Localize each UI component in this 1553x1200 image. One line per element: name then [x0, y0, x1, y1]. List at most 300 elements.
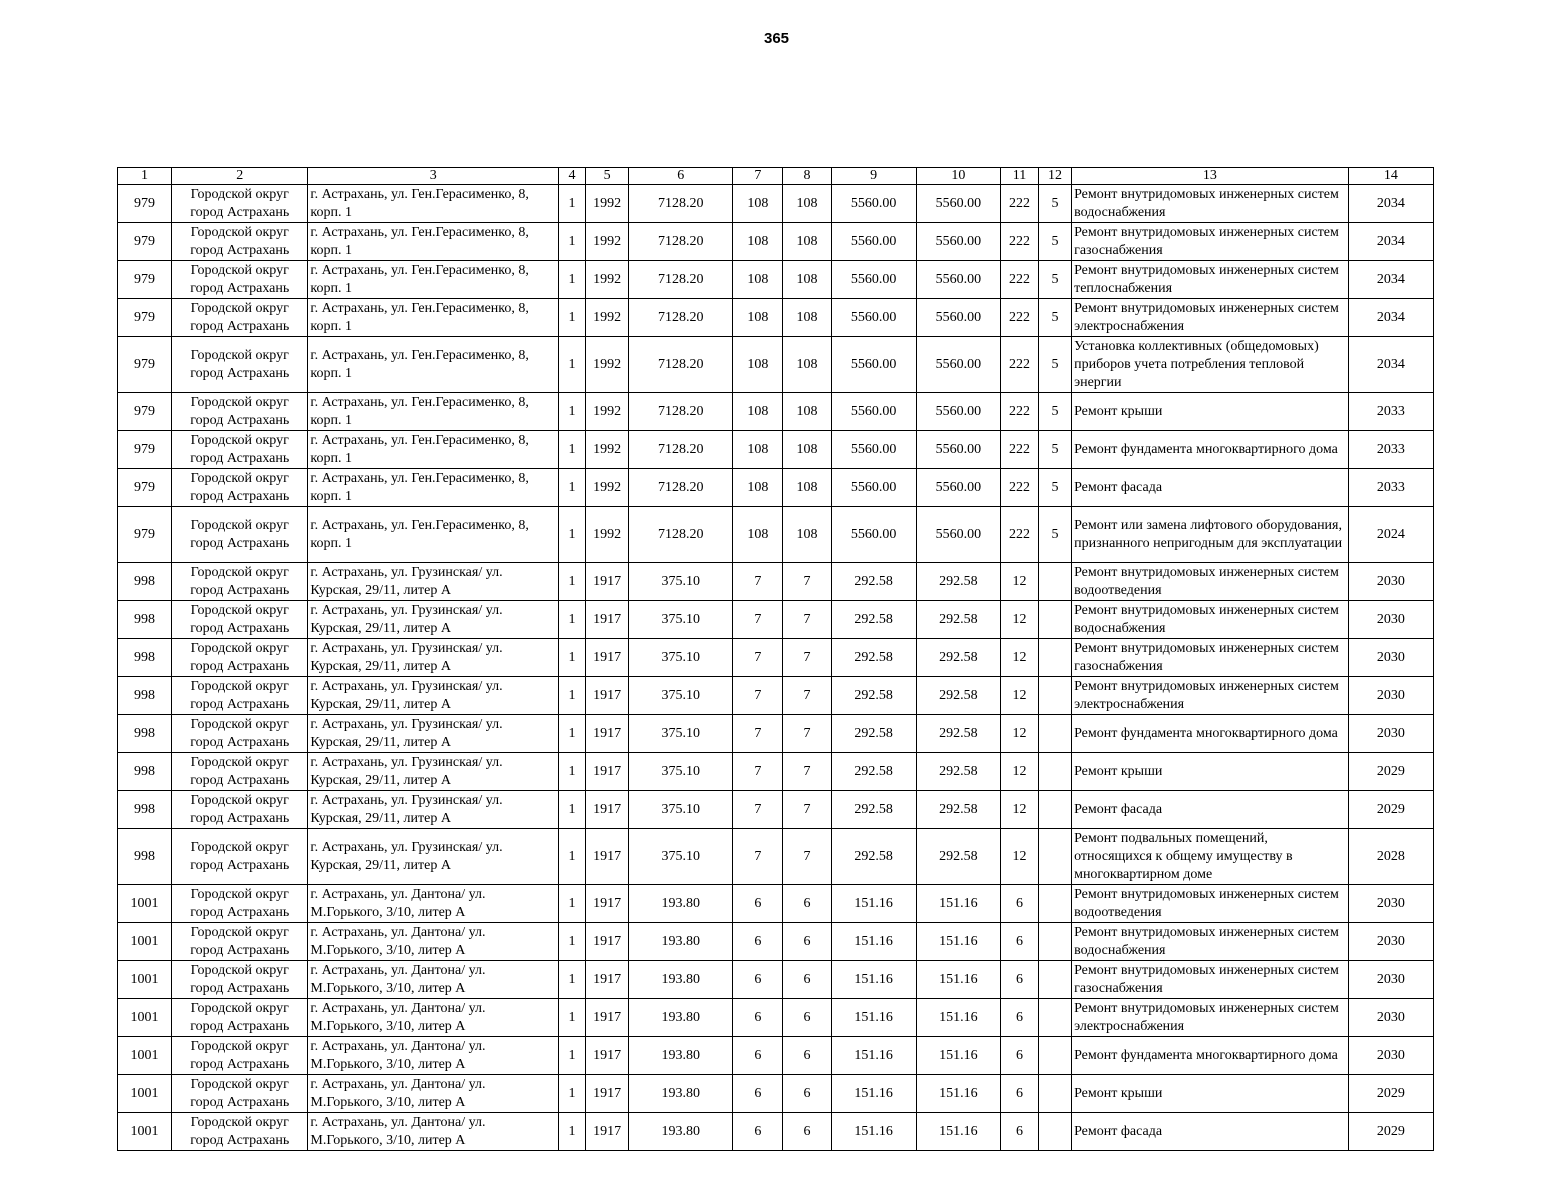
area-cell: 7128.20 [629, 185, 733, 223]
work-type-cell: Ремонт внутридомовых инженерных систем водоснабжения [1072, 601, 1349, 639]
work-type-cell: Ремонт или замена лифтового оборудования, признанного непригодным для эксплуатации [1072, 507, 1349, 563]
year-cell: 1917 [586, 999, 629, 1037]
col8-cell: 6 [783, 1075, 831, 1113]
row-id-cell: 998 [118, 753, 172, 791]
col12-cell [1039, 885, 1072, 923]
col12-cell: 5 [1039, 507, 1072, 563]
col7-cell: 6 [733, 1037, 783, 1075]
area-cell: 7128.20 [629, 223, 733, 261]
row-id-cell: 998 [118, 715, 172, 753]
row-id-cell: 979 [118, 469, 172, 507]
work-type-cell: Ремонт подвальных помещений, относящихся к общему имуществу в многоквартирном доме [1072, 829, 1349, 885]
col7-cell: 7 [733, 715, 783, 753]
work-type-cell: Ремонт крыши [1072, 393, 1349, 431]
table-row [118, 639, 1434, 677]
row-id-cell: 1001 [118, 1075, 172, 1113]
col12-cell [1039, 1075, 1072, 1113]
table-row [118, 261, 1434, 299]
col4-cell: 1 [558, 223, 585, 261]
area-cell: 7128.20 [629, 431, 733, 469]
municipality-cell: Городской округ город Астрахань [172, 299, 308, 337]
address-cell: г. Астрахань, ул. Ген.Герасименко, 8, корп. 1 [308, 185, 559, 223]
col8-cell: 108 [783, 507, 831, 563]
plan-year-cell: 2029 [1348, 753, 1433, 791]
plan-year-cell: 2029 [1348, 1075, 1433, 1113]
table-row [118, 507, 1434, 563]
col10-cell: 5560.00 [916, 337, 1000, 393]
col4-cell: 1 [558, 715, 585, 753]
plan-year-cell: 2034 [1348, 223, 1433, 261]
col4-cell: 1 [558, 885, 585, 923]
col9-cell: 292.58 [831, 753, 916, 791]
col7-cell: 7 [733, 829, 783, 885]
plan-year-cell: 2033 [1348, 431, 1433, 469]
row-id-cell: 1001 [118, 999, 172, 1037]
column-header: 11 [1000, 168, 1038, 185]
row-id-cell: 1001 [118, 885, 172, 923]
address-cell: г. Астрахань, ул. Дантона/ ул. М.Горького, 3/10, литер А [308, 1113, 559, 1151]
col4-cell: 1 [558, 299, 585, 337]
row-id-cell: 979 [118, 299, 172, 337]
col12-cell [1039, 715, 1072, 753]
table-row [118, 885, 1434, 923]
col11-cell: 12 [1000, 639, 1038, 677]
row-id-cell: 979 [118, 507, 172, 563]
table-row [118, 563, 1434, 601]
row-id-cell: 979 [118, 261, 172, 299]
column-header: 5 [586, 168, 629, 185]
col4-cell: 1 [558, 753, 585, 791]
col12-cell: 5 [1039, 431, 1072, 469]
plan-year-cell: 2028 [1348, 829, 1433, 885]
table-row [118, 829, 1434, 885]
col8-cell: 7 [783, 753, 831, 791]
work-type-cell: Ремонт внутридомовых инженерных систем водоснабжения [1072, 185, 1349, 223]
work-type-cell: Ремонт фундамента многоквартирного дома [1072, 431, 1349, 469]
col7-cell: 108 [733, 393, 783, 431]
col11-cell: 222 [1000, 337, 1038, 393]
column-header: 12 [1039, 168, 1072, 185]
col9-cell: 5560.00 [831, 337, 916, 393]
table-row [118, 1075, 1434, 1113]
col7-cell: 108 [733, 185, 783, 223]
municipality-cell: Городской округ город Астрахань [172, 1113, 308, 1151]
area-cell: 7128.20 [629, 469, 733, 507]
col9-cell: 292.58 [831, 677, 916, 715]
plan-year-cell: 2034 [1348, 299, 1433, 337]
col8-cell: 108 [783, 299, 831, 337]
column-header: 3 [308, 168, 559, 185]
col10-cell: 292.58 [916, 601, 1000, 639]
address-cell: г. Астрахань, ул. Дантона/ ул. М.Горького, 3/10, литер А [308, 885, 559, 923]
table-row [118, 715, 1434, 753]
col11-cell: 6 [1000, 923, 1038, 961]
col4-cell: 1 [558, 393, 585, 431]
col4-cell: 1 [558, 677, 585, 715]
year-cell: 1992 [586, 469, 629, 507]
col12-cell [1039, 791, 1072, 829]
col10-cell: 5560.00 [916, 393, 1000, 431]
col10-cell: 151.16 [916, 961, 1000, 999]
col11-cell: 12 [1000, 753, 1038, 791]
col4-cell: 1 [558, 601, 585, 639]
year-cell: 1992 [586, 261, 629, 299]
year-cell: 1992 [586, 507, 629, 563]
column-header: 14 [1348, 168, 1433, 185]
plan-year-cell: 2029 [1348, 1113, 1433, 1151]
col12-cell: 5 [1039, 299, 1072, 337]
col4-cell: 1 [558, 337, 585, 393]
column-header: 4 [558, 168, 585, 185]
col8-cell: 108 [783, 469, 831, 507]
repair-schedule-table [117, 167, 1434, 1151]
address-cell: г. Астрахань, ул. Грузинская/ ул. Курская, 29/11, литер А [308, 829, 559, 885]
table-row [118, 753, 1434, 791]
year-cell: 1992 [586, 185, 629, 223]
row-id-cell: 998 [118, 829, 172, 885]
table-row [118, 299, 1434, 337]
address-cell: г. Астрахань, ул. Ген.Герасименко, 8, корп. 1 [308, 431, 559, 469]
address-cell: г. Астрахань, ул. Ген.Герасименко, 8, корп. 1 [308, 507, 559, 563]
year-cell: 1917 [586, 563, 629, 601]
column-header: 6 [629, 168, 733, 185]
plan-year-cell: 2030 [1348, 563, 1433, 601]
area-cell: 193.80 [629, 999, 733, 1037]
work-type-cell: Ремонт крыши [1072, 1075, 1349, 1113]
column-header: 9 [831, 168, 916, 185]
col9-cell: 151.16 [831, 1075, 916, 1113]
col12-cell [1039, 1037, 1072, 1075]
col7-cell: 108 [733, 337, 783, 393]
municipality-cell: Городской округ город Астрахань [172, 261, 308, 299]
col4-cell: 1 [558, 1113, 585, 1151]
col12-cell [1039, 639, 1072, 677]
work-type-cell: Ремонт фасада [1072, 791, 1349, 829]
year-cell: 1917 [586, 601, 629, 639]
work-type-cell: Ремонт внутридомовых инженерных систем электроснабжения [1072, 677, 1349, 715]
table-row [118, 677, 1434, 715]
work-type-cell: Ремонт внутридомовых инженерных систем газоснабжения [1072, 639, 1349, 677]
col8-cell: 6 [783, 923, 831, 961]
address-cell: г. Астрахань, ул. Грузинская/ ул. Курская, 29/11, литер А [308, 753, 559, 791]
area-cell: 375.10 [629, 715, 733, 753]
column-header: 2 [172, 168, 308, 185]
table-row [118, 961, 1434, 999]
table-row [118, 431, 1434, 469]
col11-cell: 12 [1000, 563, 1038, 601]
municipality-cell: Городской округ город Астрахань [172, 639, 308, 677]
plan-year-cell: 2033 [1348, 469, 1433, 507]
col7-cell: 7 [733, 563, 783, 601]
municipality-cell: Городской округ город Астрахань [172, 507, 308, 563]
col12-cell [1039, 601, 1072, 639]
col10-cell: 151.16 [916, 923, 1000, 961]
work-type-cell: Ремонт внутридомовых инженерных систем электроснабжения [1072, 999, 1349, 1037]
address-cell: г. Астрахань, ул. Грузинская/ ул. Курская, 29/11, литер А [308, 791, 559, 829]
col12-cell [1039, 1113, 1072, 1151]
col10-cell: 151.16 [916, 1037, 1000, 1075]
col10-cell: 5560.00 [916, 507, 1000, 563]
col9-cell: 151.16 [831, 885, 916, 923]
col9-cell: 5560.00 [831, 507, 916, 563]
address-cell: г. Астрахань, ул. Ген.Герасименко, 8, корп. 1 [308, 393, 559, 431]
col7-cell: 7 [733, 677, 783, 715]
plan-year-cell: 2030 [1348, 885, 1433, 923]
col7-cell: 6 [733, 923, 783, 961]
col8-cell: 108 [783, 185, 831, 223]
row-id-cell: 979 [118, 185, 172, 223]
municipality-cell: Городской округ город Астрахань [172, 337, 308, 393]
address-cell: г. Астрахань, ул. Дантона/ ул. М.Горького, 3/10, литер А [308, 999, 559, 1037]
row-id-cell: 979 [118, 337, 172, 393]
table-row [118, 1037, 1434, 1075]
municipality-cell: Городской округ город Астрахань [172, 601, 308, 639]
municipality-cell: Городской округ город Астрахань [172, 753, 308, 791]
column-header: 7 [733, 168, 783, 185]
col10-cell: 5560.00 [916, 299, 1000, 337]
col11-cell: 6 [1000, 1075, 1038, 1113]
municipality-cell: Городской округ город Астрахань [172, 791, 308, 829]
col11-cell: 12 [1000, 601, 1038, 639]
work-type-cell: Ремонт фасада [1072, 1113, 1349, 1151]
address-cell: г. Астрахань, ул. Грузинская/ ул. Курская, 29/11, литер А [308, 639, 559, 677]
table-row [118, 185, 1434, 223]
col10-cell: 292.58 [916, 791, 1000, 829]
address-cell: г. Астрахань, ул. Дантона/ ул. М.Горького, 3/10, литер А [308, 1075, 559, 1113]
year-cell: 1917 [586, 715, 629, 753]
plan-year-cell: 2024 [1348, 507, 1433, 563]
address-cell: г. Астрахань, ул. Дантона/ ул. М.Горького, 3/10, литер А [308, 961, 559, 999]
col4-cell: 1 [558, 563, 585, 601]
col12-cell: 5 [1039, 393, 1072, 431]
municipality-cell: Городской округ город Астрахань [172, 961, 308, 999]
area-cell: 375.10 [629, 677, 733, 715]
col11-cell: 6 [1000, 1113, 1038, 1151]
col11-cell: 222 [1000, 185, 1038, 223]
col8-cell: 108 [783, 393, 831, 431]
col7-cell: 7 [733, 753, 783, 791]
row-id-cell: 979 [118, 223, 172, 261]
col10-cell: 292.58 [916, 677, 1000, 715]
column-header: 10 [916, 168, 1000, 185]
col11-cell: 6 [1000, 961, 1038, 999]
col10-cell: 5560.00 [916, 431, 1000, 469]
municipality-cell: Городской округ город Астрахань [172, 885, 308, 923]
col7-cell: 108 [733, 507, 783, 563]
table-row [118, 223, 1434, 261]
municipality-cell: Городской округ город Астрахань [172, 393, 308, 431]
col4-cell: 1 [558, 185, 585, 223]
col4-cell: 1 [558, 1075, 585, 1113]
work-type-cell: Ремонт внутридомовых инженерных систем газоснабжения [1072, 223, 1349, 261]
plan-year-cell: 2030 [1348, 923, 1433, 961]
col8-cell: 108 [783, 431, 831, 469]
col7-cell: 7 [733, 601, 783, 639]
municipality-cell: Городской округ город Астрахань [172, 431, 308, 469]
municipality-cell: Городской округ город Астрахань [172, 829, 308, 885]
work-type-cell: Установка коллективных (общедомовых) приборов учета потребления тепловой энергии [1072, 337, 1349, 393]
col12-cell [1039, 999, 1072, 1037]
col11-cell: 222 [1000, 507, 1038, 563]
col7-cell: 6 [733, 1075, 783, 1113]
col4-cell: 1 [558, 261, 585, 299]
col11-cell: 12 [1000, 829, 1038, 885]
municipality-cell: Городской округ город Астрахань [172, 923, 308, 961]
col9-cell: 292.58 [831, 829, 916, 885]
col12-cell [1039, 563, 1072, 601]
col10-cell: 151.16 [916, 1113, 1000, 1151]
area-cell: 375.10 [629, 791, 733, 829]
work-type-cell: Ремонт фасада [1072, 469, 1349, 507]
col10-cell: 292.58 [916, 715, 1000, 753]
year-cell: 1917 [586, 961, 629, 999]
col4-cell: 1 [558, 639, 585, 677]
col9-cell: 292.58 [831, 639, 916, 677]
column-number-row [118, 168, 1434, 185]
col8-cell: 6 [783, 1113, 831, 1151]
col11-cell: 12 [1000, 715, 1038, 753]
col8-cell: 7 [783, 829, 831, 885]
col8-cell: 7 [783, 601, 831, 639]
col8-cell: 7 [783, 563, 831, 601]
year-cell: 1992 [586, 223, 629, 261]
plan-year-cell: 2034 [1348, 337, 1433, 393]
area-cell: 375.10 [629, 563, 733, 601]
area-cell: 7128.20 [629, 261, 733, 299]
col12-cell [1039, 829, 1072, 885]
col7-cell: 7 [733, 791, 783, 829]
col9-cell: 5560.00 [831, 223, 916, 261]
area-cell: 193.80 [629, 1075, 733, 1113]
col10-cell: 5560.00 [916, 261, 1000, 299]
col10-cell: 151.16 [916, 999, 1000, 1037]
col4-cell: 1 [558, 469, 585, 507]
col9-cell: 292.58 [831, 601, 916, 639]
plan-year-cell: 2029 [1348, 791, 1433, 829]
col8-cell: 7 [783, 677, 831, 715]
col9-cell: 151.16 [831, 961, 916, 999]
plan-year-cell: 2030 [1348, 639, 1433, 677]
work-type-cell: Ремонт внутридомовых инженерных систем водоотведения [1072, 885, 1349, 923]
work-type-cell: Ремонт внутридомовых инженерных систем газоснабжения [1072, 961, 1349, 999]
col10-cell: 292.58 [916, 829, 1000, 885]
col7-cell: 6 [733, 999, 783, 1037]
year-cell: 1992 [586, 299, 629, 337]
address-cell: г. Астрахань, ул. Грузинская/ ул. Курская, 29/11, литер А [308, 715, 559, 753]
area-cell: 193.80 [629, 1037, 733, 1075]
address-cell: г. Астрахань, ул. Ген.Герасименко, 8, корп. 1 [308, 469, 559, 507]
col12-cell [1039, 961, 1072, 999]
col10-cell: 292.58 [916, 753, 1000, 791]
row-id-cell: 998 [118, 563, 172, 601]
col12-cell: 5 [1039, 223, 1072, 261]
plan-year-cell: 2030 [1348, 1037, 1433, 1075]
work-type-cell: Ремонт фундамента многоквартирного дома [1072, 1037, 1349, 1075]
address-cell: г. Астрахань, ул. Грузинская/ ул. Курская, 29/11, литер А [308, 601, 559, 639]
row-id-cell: 1001 [118, 1113, 172, 1151]
col12-cell [1039, 753, 1072, 791]
col11-cell: 222 [1000, 299, 1038, 337]
col11-cell: 222 [1000, 469, 1038, 507]
table-row [118, 1113, 1434, 1151]
table-row [118, 393, 1434, 431]
municipality-cell: Городской округ город Астрахань [172, 1075, 308, 1113]
area-cell: 375.10 [629, 753, 733, 791]
area-cell: 193.80 [629, 885, 733, 923]
area-cell: 7128.20 [629, 393, 733, 431]
table-row [118, 469, 1434, 507]
plan-year-cell: 2034 [1348, 185, 1433, 223]
col9-cell: 5560.00 [831, 393, 916, 431]
col7-cell: 6 [733, 961, 783, 999]
area-cell: 375.10 [629, 829, 733, 885]
col4-cell: 1 [558, 507, 585, 563]
table-row [118, 999, 1434, 1037]
col8-cell: 6 [783, 961, 831, 999]
address-cell: г. Астрахань, ул. Ген.Герасименко, 8, корп. 1 [308, 299, 559, 337]
work-type-cell: Ремонт внутридомовых инженерных систем электроснабжения [1072, 299, 1349, 337]
col8-cell: 108 [783, 337, 831, 393]
col10-cell: 151.16 [916, 1075, 1000, 1113]
plan-year-cell: 2033 [1348, 393, 1433, 431]
row-id-cell: 1001 [118, 961, 172, 999]
col9-cell: 5560.00 [831, 299, 916, 337]
plan-year-cell: 2030 [1348, 961, 1433, 999]
col11-cell: 222 [1000, 431, 1038, 469]
row-id-cell: 979 [118, 393, 172, 431]
col10-cell: 151.16 [916, 885, 1000, 923]
row-id-cell: 998 [118, 601, 172, 639]
plan-year-cell: 2030 [1348, 677, 1433, 715]
row-id-cell: 1001 [118, 923, 172, 961]
row-id-cell: 998 [118, 791, 172, 829]
address-cell: г. Астрахань, ул. Ген.Герасименко, 8, корп. 1 [308, 261, 559, 299]
work-type-cell: Ремонт фундамента многоквартирного дома [1072, 715, 1349, 753]
col8-cell: 6 [783, 999, 831, 1037]
col8-cell: 108 [783, 223, 831, 261]
year-cell: 1917 [586, 639, 629, 677]
table-row [118, 601, 1434, 639]
municipality-cell: Городской округ город Астрахань [172, 715, 308, 753]
col9-cell: 292.58 [831, 563, 916, 601]
col9-cell: 151.16 [831, 1113, 916, 1151]
page-number: 365 [763, 30, 790, 47]
municipality-cell: Городской округ город Астрахань [172, 999, 308, 1037]
col4-cell: 1 [558, 999, 585, 1037]
address-cell: г. Астрахань, ул. Грузинская/ ул. Курская, 29/11, литер А [308, 677, 559, 715]
address-cell: г. Астрахань, ул. Грузинская/ ул. Курская, 29/11, литер А [308, 563, 559, 601]
row-id-cell: 979 [118, 431, 172, 469]
col10-cell: 292.58 [916, 639, 1000, 677]
column-header: 8 [783, 168, 831, 185]
year-cell: 1917 [586, 1037, 629, 1075]
row-id-cell: 1001 [118, 1037, 172, 1075]
col11-cell: 12 [1000, 791, 1038, 829]
municipality-cell: Городской округ город Астрахань [172, 223, 308, 261]
col10-cell: 5560.00 [916, 469, 1000, 507]
col11-cell: 222 [1000, 393, 1038, 431]
col8-cell: 6 [783, 1037, 831, 1075]
col9-cell: 292.58 [831, 715, 916, 753]
year-cell: 1917 [586, 1075, 629, 1113]
col8-cell: 7 [783, 639, 831, 677]
year-cell: 1917 [586, 885, 629, 923]
column-header: 13 [1072, 168, 1349, 185]
col12-cell [1039, 677, 1072, 715]
year-cell: 1992 [586, 431, 629, 469]
table-body [118, 185, 1434, 1151]
area-cell: 193.80 [629, 923, 733, 961]
